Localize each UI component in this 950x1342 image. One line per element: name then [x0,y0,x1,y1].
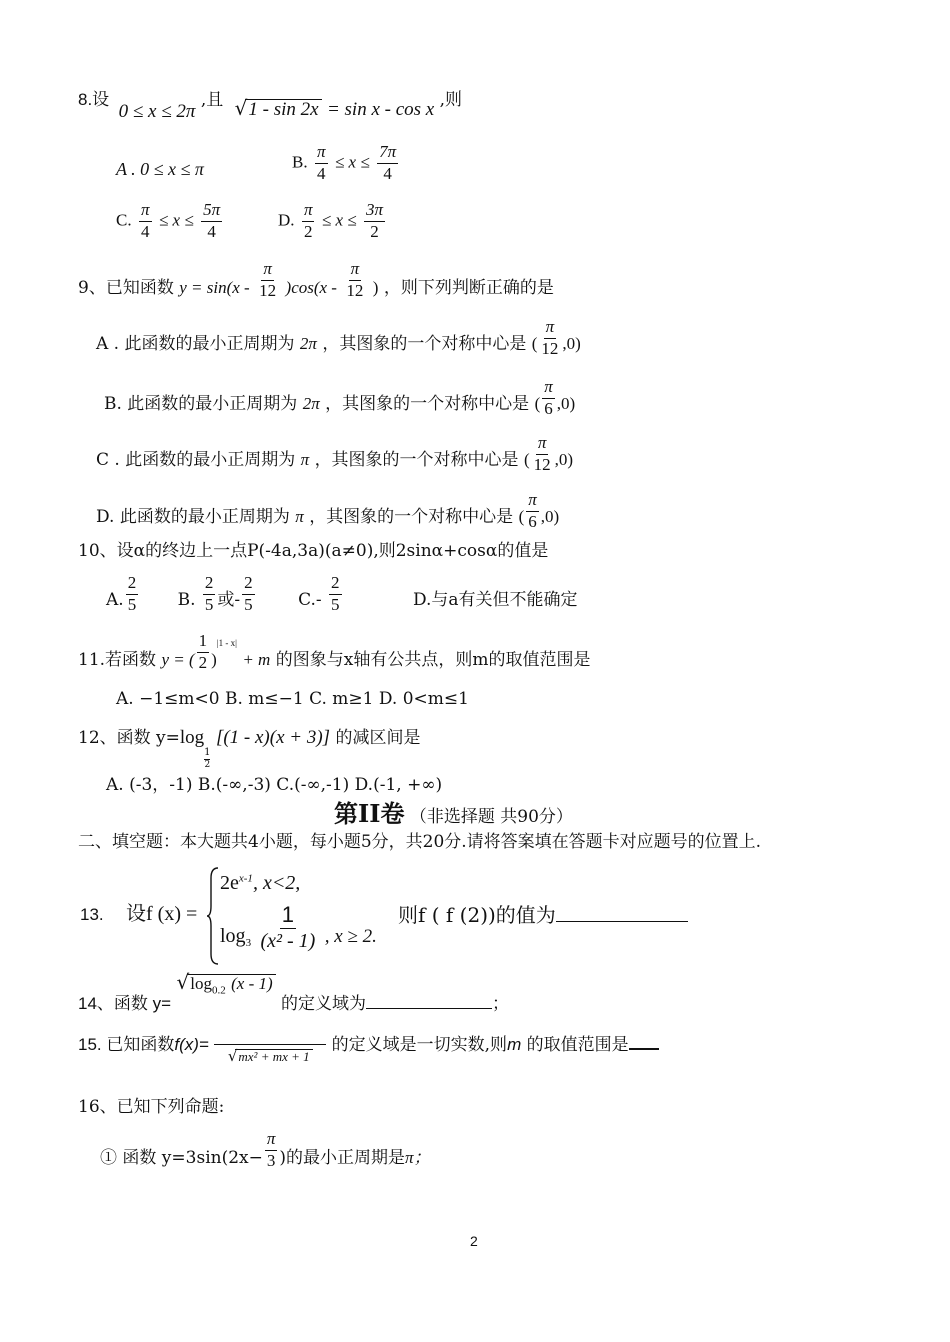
q9-frac1: $\frac{\pi}{12}$ [259,259,277,300]
q14-answer-blank[interactable] [366,992,492,1009]
page-number: 2 [470,1233,478,1249]
q12-stem: 12、函数 y=log $\frac{1}{2}$ [(1 - x)(x + 3)] 的减区间是 [78,727,421,770]
q14-radical [176,970,281,997]
q10-options: A. $\frac{2}{5}$ B. $\frac{2}{5}$ 或- $\frac{2}{5}$ C.- $\frac{2}{5}$ D.与a有关但不能确定 [106,573,578,614]
q8-option-d-label: D. [278,210,295,230]
q11-stem: 11.若函数 y = ( $\frac{1}{2}$ )$^{|1 - x|}$ + m 的图象与x轴有公共点，则m的取值范围是 [78,631,591,672]
q9-c-frac: $\frac{\pi}{12}$ [533,433,551,474]
q8-option-b [292,143,400,183]
q8-end: ,则 [439,90,463,110]
q8-d-ineq: ≤ x ≤ [321,210,357,230]
q10-a-frac: $\frac{2}{5}$ [127,573,137,614]
q9-mid: )cos(x - [285,277,337,297]
q8-option-a: A . 0 ≤ x ≤ π [116,159,204,179]
q12-log-base: $\frac{1}{2}$ [204,747,211,770]
q8-number: 8.设 [78,90,110,109]
q12-options: A. (-3，-1) B.(-∞,-3) C.(-∞,-1) D.(-1, +∞) [106,775,443,795]
part2-heading: 二、填空题：本大题共4小题，每小题5分，共20分.请将答案填在答题卡对应题号的位置上. [78,832,762,852]
radical-sign-icon: √ [234,96,248,120]
q9-frac2: $\frac{\pi}{12}$ [346,259,364,300]
q8-stem [78,88,463,122]
q9-number: 9、已知函数 [78,277,174,298]
q11-exponent: |1 - x| [216,638,237,649]
q13-def: 设f (x) = [126,903,198,925]
q9-tail: ，则下列判断正确的是 [383,277,554,298]
q16-item1: ① 函数 y=3sin(2x− $\frac{\pi}{3}$ )的最小正周期是π； [100,1129,431,1170]
q9-stem [78,260,554,300]
q15-stem: 15. 已知函数f(x)= √mx² + mx + 1 的定义域是一切实数,则m 的取值范围是 [78,1032,659,1064]
q14-radicand: $\log_{0.2} (x - 1)$ [187,974,275,996]
q10-b-frac1: $\frac{2}{5}$ [204,573,214,614]
brace-path [207,868,218,964]
q8-option-b-label: B. [292,152,308,172]
q16-frac: $\frac{\pi}{3}$ [266,1129,276,1170]
q9-option-a: A . 此函数的最小正周期为 2π ，其图象的一个对称中心是 ( $\frac{\pi}{12}$ ,0) [96,317,581,358]
radical-sign-icon: √ [227,1047,238,1065]
q13-ask: 则f ( f (2))的值为 [398,903,688,925]
q8-b-frac1: $\frac{\pi}{4}$ [317,142,326,183]
q8-c-frac2: $\frac{5\pi}{4}$ [203,200,221,241]
radical-sign-icon: √ [176,970,190,994]
q10-c-frac: $\frac{2}{5}$ [331,573,340,614]
q10-stem: 10、设α的终边上一点P(-4a,3a)(a≠0),则2sinα+cosα的值是 [78,541,549,561]
q9-d-frac: $\frac{\pi}{6}$ [528,490,537,531]
q9-y: y = sin(x - [179,277,250,297]
q8-b-frac2: $\frac{7\pi}{4}$ [379,142,397,183]
q13-case1: $2e^{x-1}$, x<2, [220,872,301,894]
q8-b-ineq: ≤ x ≤ [334,152,370,172]
q15-frac-den: √mx² + mx + 1 [214,1032,326,1064]
q14-stem: 14、函数 $y= √\log_{0.2}$ (x - 1) 的定义域为 ； [78,970,510,1014]
q9-close: ) [372,277,379,297]
q8-d-frac2: $\frac{3\pi}{2}$ [366,200,384,241]
q8-d-frac1: $\frac{\pi}{2}$ [303,200,313,241]
q11-options: A. −1≤m<0 B. m≤−1 C. m≥1 D. 0<m≤1 [116,689,469,709]
q13-frac: $\frac{1}{\text{(x² - 1)}}$ [260,902,316,953]
q8-c-ineq: ≤ x ≤ [158,210,194,230]
q13-number: 13. [80,905,104,924]
q15-answer-blank[interactable] [629,1032,659,1050]
q8-option-c [116,201,224,241]
q9-option-b: B. 此函数的最小正周期为 2π ，其图象的一个对称中心是 ( $\frac{\pi}{6}$ ,0) [104,377,576,418]
q8-condition: 0 ≤ x ≤ 2π [118,101,196,122]
q9-option-d: D. 此函数的最小正周期为 π ，其图象的一个对称中心是 ( $\frac{\pi}{6}$ ,0) [96,490,560,531]
q9-a-frac: $\frac{\pi}{12}$ [541,317,559,358]
q9-b-frac: $\frac{\pi}{6}$ [544,377,553,418]
q8-sep: ,且 [200,90,224,110]
q13-answer-blank[interactable] [556,903,688,922]
q11-frac: $\frac{1}{2}$ [198,631,208,672]
q8-rhs: = sin x - cos x [326,99,435,120]
q8-c-frac1: $\frac{\pi}{4}$ [141,200,150,241]
q10-b-frac2: $\frac{2}{5}$ [244,573,253,614]
q8-radical [234,96,327,120]
q9-option-c: C . 此函数的最小正周期为 π ，其图象的一个对称中心是 ( $\frac{\pi}{12}$ ,0) [96,433,574,474]
section-title: 第II卷 （非选择题 共90分） [334,799,573,828]
q16-stem: 16、已知下列命题: [78,1097,225,1117]
q8-radicand: 1 - sin 2x [245,99,321,119]
q8-option-c-label: C. [116,210,132,230]
q13-brace [206,866,220,966]
q8-option-d [278,201,387,241]
q13-case2: $\log_3$ $\frac{1}{\text{(x² - 1)}}$ , x ≥ 2. [220,902,377,953]
